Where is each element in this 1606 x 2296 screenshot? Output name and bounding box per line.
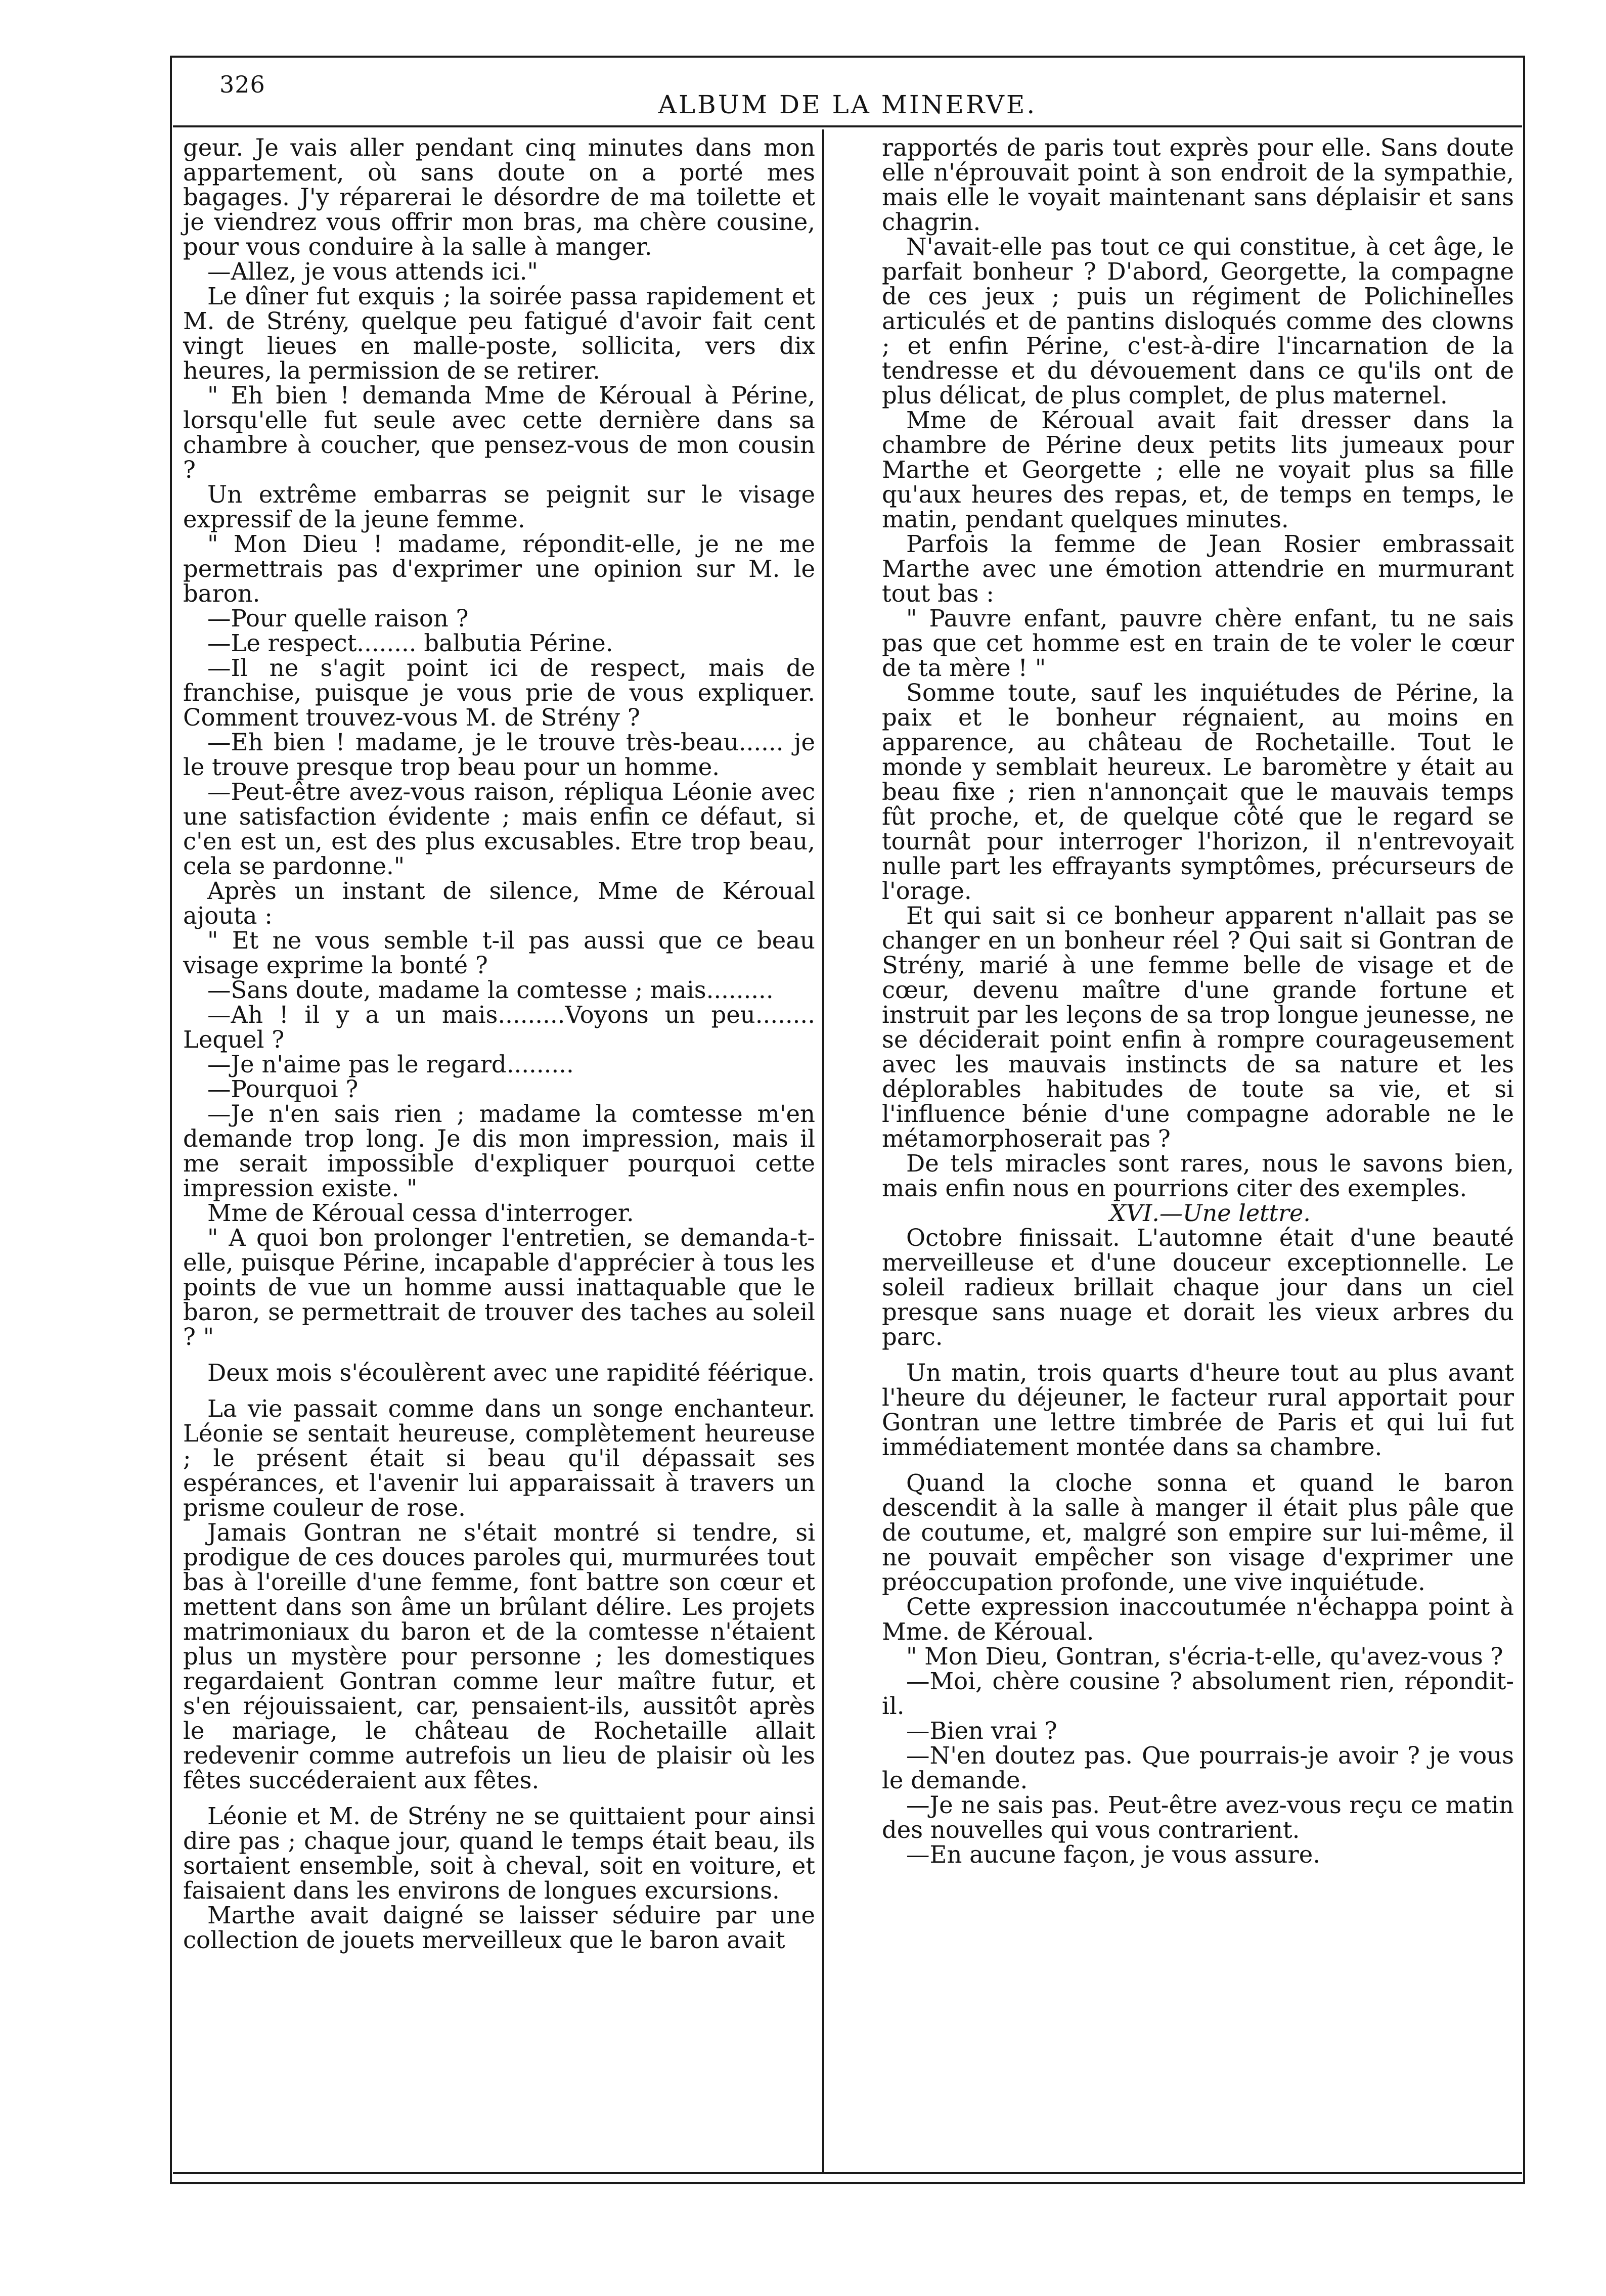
paragraph: " Pauvre enfant, pauvre chère enfant, tu ne sais pas que cet homme est en train de te voler le cœur de ta mère ! " bbox=[882, 605, 1514, 682]
paragraph: N'avait-elle pas tout ce qui constitue, à cet âge, le parfait bonheur ? D'abord, Georgette, la compagne de ces jeux ; puis un régiment de Polichinelles articulés et de pantins disloqués comme des clowns ; et enfin Périne, c'est-à-dire l'incarnation de la tendresse et du dévouement dans ce qu'ils ont de plus délicat, de plus complet, de plus maternel. bbox=[882, 233, 1514, 409]
paragraph: —Ah ! il y a un mais.........Voyons un peu........ Lequel ? bbox=[183, 1001, 815, 1053]
paragraph: Un extrême embarras se peignit sur le visage expressif de la jeune femme. bbox=[183, 481, 815, 533]
paragraph: Mme de Kéroual avait fait dresser dans la chambre de Périne deux petits lits jumeaux pour Marthe et Georgette ; elle ne voyait plus sa fille qu'aux heures des repas, et, de temps en temps, le matin, pendant quelques minutes. bbox=[882, 407, 1514, 533]
paragraph: La vie passait comme dans un songe enchanteur. Léonie se sentait heureuse, complètement heureuse ; le présent était si beau qu'il dépassait ses espérances, et l'avenir lui apparaissait à travers un prisme couleur de rose. bbox=[183, 1395, 815, 1521]
paragraph: Marthe avait daigné se laisser séduire par une collection de jouets merveilleux que le baron avait bbox=[183, 1902, 815, 1954]
left-column bbox=[183, 136, 815, 1953]
paragraph: —Le respect........ balbutia Périne. bbox=[207, 629, 613, 657]
paragraph: —Pour quelle raison ? bbox=[207, 605, 469, 632]
paragraph: " Mon Dieu, Gontran, s'écria-t-elle, qu'avez-vous ? bbox=[906, 1643, 1503, 1670]
bottom-rule bbox=[173, 2172, 1522, 2174]
column-divider bbox=[822, 129, 824, 2172]
paragraph: Après un instant de silence, Mme de Kéroual ajouta : bbox=[183, 877, 815, 929]
paragraph: Le dîner fut exquis ; la soirée passa rapidement et M. de Strény, quelque peu fatigué d'avoir fait cent vingt lieues en malle-poste, sollicita, vers dix heures, la permission de se retirer. bbox=[183, 283, 815, 384]
paragraph: " A quoi bon prolonger l'entretien, se demanda-t-elle, puisque Périne, incapable d'apprécier à tous les points de vue un homme aussi inattaquable que le baron, se permettrait de trouver des taches au soleil ? " bbox=[183, 1224, 815, 1350]
paragraph: —Peut-être avez-vous raison, répliqua Léonie avec une satisfaction évidente ; mais enfin ce défaut, si c'en est un, est des plus excusables. Etre trop beau, cela se pardonne." bbox=[183, 778, 815, 880]
paragraph: Léonie et M. de Strény ne se quittaient pour ainsi dire pas ; chaque jour, quand le temps était beau, ils sortaient ensemble, soit à cheval, soit en voiture, et faisaient dans les environs de longues excursions. bbox=[183, 1803, 815, 1904]
paragraph: —Je n'aime pas le regard......... bbox=[207, 1051, 574, 1078]
paragraph: —Bien vrai ? bbox=[906, 1717, 1057, 1744]
paragraph: —En aucune façon, je vous assure. bbox=[906, 1841, 1321, 1868]
page-header bbox=[172, 71, 1523, 121]
paragraph: Octobre finissait. L'automne était d'une beauté merveilleuse et d'une douceur exceptionnelle. Le soleil radieux brillait chaque jour dans un ciel presque sans nuage et dorait les vieux arbres du parc. bbox=[882, 1224, 1514, 1350]
paragraph: " Eh bien ! demanda Mme de Kéroual à Périne, lorsqu'elle fut seule avec cette dernière dans sa chambre à coucher, que pensez-vous de mon cousin ? bbox=[183, 382, 815, 483]
paragraph: —Je ne sais pas. Peut-être avez-vous reçu ce matin des nouvelles qui vous contrarient. bbox=[882, 1791, 1514, 1843]
section-heading: XVI.—Une lettre. bbox=[1109, 1199, 1311, 1227]
paragraph: Cette expression inaccoutumée n'échappa point à Mme. de Kéroual. bbox=[882, 1593, 1514, 1645]
paragraph: —Eh bien ! madame, je le trouve très-beau...... je le trouve presque trop beau pour un homme. bbox=[183, 729, 815, 781]
paragraph: Jamais Gontran ne s'était montré si tendre, si prodigue de ces douces paroles qui, murmurées tout bas à l'oreille d'une femme, font battre son cœur et mettent dans son âme un brûlant délire. Les projets matrimoniaux du baron et de la comtesse n'étaient plus un mystère pour personne ; les domestiques regardaient Gontran comme leur maître futur, et s'en réjouissaient, car, pensaient-ils, aussitôt après le mariage, le château de Rochetaille allait redevenir comme autrefois un lieu de plaisir où les fêtes succéderaient aux fêtes. bbox=[183, 1519, 815, 1794]
header-rule bbox=[173, 125, 1522, 127]
paragraph: " Et ne vous semble t-il pas aussi que ce beau visage exprime la bonté ? bbox=[183, 927, 815, 979]
page-number: 326 bbox=[219, 71, 265, 98]
paragraph: Parfois la femme de Jean Rosier embrassait Marthe avec une émotion attendrie en murmurant tout bas : bbox=[882, 530, 1514, 607]
paragraph: rapportés de paris tout exprès pour elle. Sans doute elle n'éprouvait point à son endroit de la sympathie, mais elle le voyait maintenant sans déplaisir et sans chagrin. bbox=[882, 134, 1514, 236]
running-title: ALBUM DE LA MINERVE. bbox=[658, 90, 1037, 119]
paragraph: —N'en doutez pas. Que pourrais-je avoir ? je vous le demande. bbox=[882, 1742, 1514, 1794]
paragraph: Deux mois s'écoulèrent avec une rapidité féérique. bbox=[207, 1359, 815, 1386]
paragraph: " Mon Dieu ! madame, répondit-elle, je ne me permettrais pas d'exprimer une opinion sur M. le baron. bbox=[183, 530, 815, 607]
right-column bbox=[882, 136, 1514, 1867]
paragraph: —Il ne s'agit point ici de respect, mais de franchise, puisque je vous prie de vous expliquer. Comment trouvez-vous M. de Strény ? bbox=[183, 654, 815, 731]
paragraph: Et qui sait si ce bonheur apparent n'allait pas se changer en un bonheur réel ? Qui sait si Gontran de Strény, marié à une femme belle de visage et de cœur, devenu maître d'une grande fortune et instruit par les leçons de sa trop longue jeunesse, ne se déciderait point enfin à rompre courageusement avec les mauvais instincts de sa nature et les déplorables habitudes de toute sa vie, et si l'influence bénie d'une compagne adorable ne le métamorphoserait pas ? bbox=[882, 902, 1514, 1152]
paragraph: —Pourquoi ? bbox=[207, 1075, 359, 1103]
paragraph: —Sans doute, madame la comtesse ; mais......... bbox=[207, 976, 774, 1004]
paragraph: Mme de Kéroual cessa d'interroger. bbox=[207, 1199, 634, 1227]
paragraph: De tels miracles sont rares, nous le savons bien, mais enfin nous en pourrions citer des exemples. bbox=[882, 1150, 1514, 1202]
paragraph: —Je n'en sais rien ; madame la comtesse m'en demande trop long. Je dis mon impression, mais il me serait impossible d'expliquer pourquoi cette impression existe. " bbox=[183, 1100, 815, 1202]
paragraph: —Allez, je vous attends ici." bbox=[207, 258, 538, 285]
paragraph: geur. Je vais aller pendant cinq minutes dans mon appartement, où sans doute on a porté mes bagages. J'y réparerai le désordre de ma toilette et je viendrez vous offrir mon bras, ma chère cousine, pour vous conduire à la salle à manger. bbox=[183, 134, 815, 260]
paragraph: Un matin, trois quarts d'heure tout au plus avant l'heure du déjeuner, le facteur rural apportait pour Gontran une lettre timbrée de Paris et qui lui fut immédiatement montée dans sa chambre. bbox=[882, 1359, 1514, 1461]
paragraph: Somme toute, sauf les inquiétudes de Périne, la paix et le bonheur régnaient, au moins en apparence, au château de Rochetaille. Tout le monde y semblait heureux. Le baromètre y était au beau fixe ; rien n'annonçait que le mauvais temps fût proche, et, de quelque côté que le regard se tournât pour interroger l'horizon, il n'entrevoyait nulle part les effrayants symptômes, précurseurs de l'orage. bbox=[882, 679, 1514, 905]
paragraph: —Moi, chère cousine ? absolument rien, répondit-il. bbox=[882, 1668, 1514, 1720]
paragraph: Quand la cloche sonna et quand le baron descendit à la salle à manger il était plus pâle que de coutume, et, malgré son empire sur lui-même, il ne pouvait empêcher son visage d'exprimer une préoccupation profonde, une vive inquiétude. bbox=[882, 1469, 1514, 1596]
